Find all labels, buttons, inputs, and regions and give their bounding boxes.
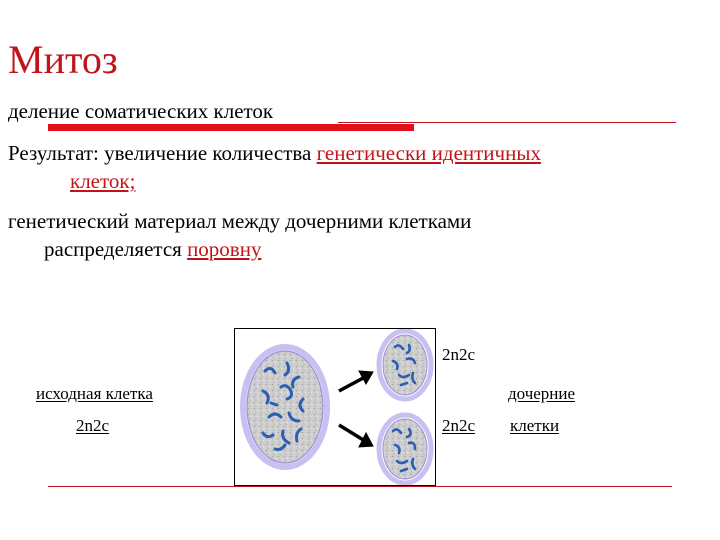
mother-cell	[243, 347, 327, 467]
daughter-cell-top	[379, 331, 431, 399]
thin-rule-bottom	[48, 486, 672, 487]
mitosis-illustration	[235, 329, 435, 485]
distribution-prefix: распределяется	[44, 237, 188, 261]
daughter-cell-bottom	[379, 415, 431, 483]
material-line: генетический материал между дочерними клетками	[8, 209, 472, 233]
daughter-cells-label-2: клетки	[510, 416, 560, 435]
source-cell-formula: 2n2c	[76, 416, 110, 435]
division-arrows	[339, 371, 373, 447]
mitosis-figure	[234, 328, 436, 486]
distribution-highlight: поровну	[187, 237, 262, 261]
slide-title: Митоз	[8, 37, 118, 82]
thin-rule-top	[338, 122, 676, 123]
daughter-top-formula: 2n2c	[442, 345, 476, 364]
result-prefix: Результат: увеличение количества	[8, 141, 317, 165]
result-line	[8, 140, 541, 166]
result-highlight-continued: клеток;	[70, 169, 136, 193]
result-line-continued	[70, 168, 135, 194]
accent-bar	[48, 124, 414, 131]
result-highlight: генетически идентичных	[316, 141, 541, 165]
distribution-line	[44, 236, 261, 262]
source-cell-label: исходная клетка	[36, 384, 153, 403]
daughter-bottom-formula: 2n2c	[442, 416, 476, 435]
daughter-cells-label-1: дочерние	[508, 384, 576, 403]
definition-line: деление соматических клеток	[8, 99, 274, 123]
